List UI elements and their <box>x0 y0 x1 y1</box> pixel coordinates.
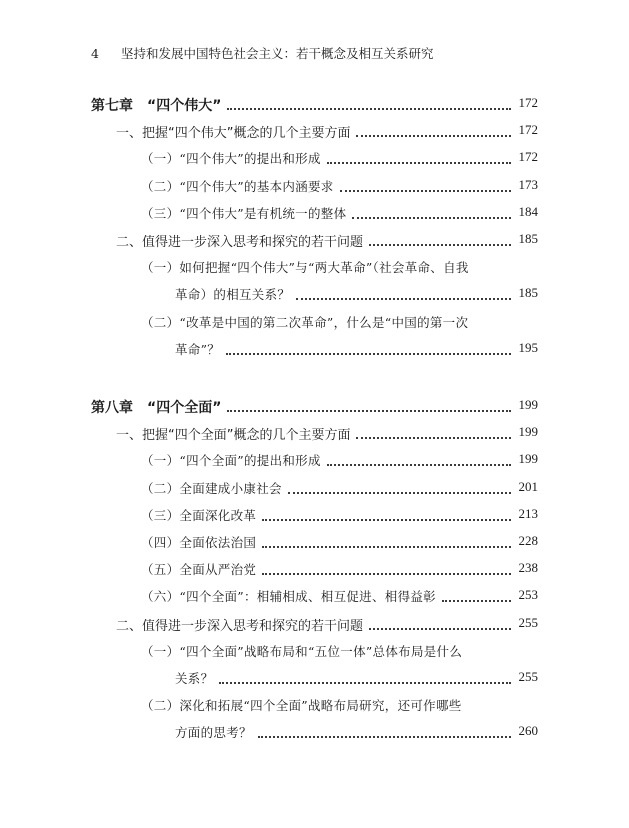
entry-title: 关系？ <box>175 671 214 686</box>
entry-page-number: 228 <box>518 533 538 548</box>
entry-title: 革命”？ <box>175 341 221 357</box>
entry-title: 第七章 “四个伟大” <box>91 98 222 114</box>
section-entry[interactable] <box>0 615 629 635</box>
entry-page-number: 201 <box>518 478 538 494</box>
dot-leader <box>369 618 511 630</box>
section-entry[interactable] <box>0 231 629 251</box>
entry-page-number: 195 <box>518 339 538 355</box>
entry-page-number: 199 <box>518 451 538 467</box>
subsection-entry[interactable] <box>0 587 629 607</box>
entry-title: 一、把握“四个伟大”概念的几个主要方面 <box>116 126 351 142</box>
subsection-entry[interactable] <box>0 204 629 224</box>
dot-leader <box>327 152 511 164</box>
dot-leader <box>442 590 511 602</box>
entry-title: （一）“四个全面”战略布局和“五位一体”总体布局是什么 <box>141 643 463 659</box>
header-title: 坚持和发展中国特色社会主义：若干概念及相互关系研究 <box>121 46 434 61</box>
entry-page-number: 184 <box>518 203 538 219</box>
entry-title: （三）“四个伟大”是有机统一的整体 <box>141 205 347 221</box>
subsection-entry[interactable] <box>0 723 629 743</box>
subsection-entry-line[interactable] <box>0 313 629 333</box>
entry-page-number: 185 <box>518 231 538 246</box>
entry-title: （五）全面从严治党 <box>141 562 257 578</box>
entry-title: （二）“改革是中国的第二次革命”，什么是“中国的第一次 <box>141 314 469 330</box>
subsection-entry[interactable] <box>0 451 629 471</box>
dot-leader <box>288 482 511 494</box>
subsection-entry[interactable] <box>0 177 629 197</box>
subsection-entry[interactable] <box>0 479 629 499</box>
entry-title: （三）全面深化改革 <box>141 507 257 523</box>
entry-page-number: 199 <box>518 424 538 440</box>
subsection-entry[interactable] <box>0 340 629 360</box>
dot-leader <box>327 454 511 466</box>
dot-leader <box>227 400 511 412</box>
entry-title: 方面的思考？ <box>175 725 252 741</box>
chapter-entry[interactable] <box>0 397 629 417</box>
dot-leader <box>262 563 511 575</box>
entry-page-number: 173 <box>518 176 538 192</box>
entry-title: （四）全面依法治国 <box>141 535 257 550</box>
entry-page-number: 172 <box>518 95 538 110</box>
entry-page-number: 238 <box>518 560 538 576</box>
entry-title: 第八章 “四个全面” <box>91 400 222 416</box>
subsection-entry-line[interactable] <box>0 642 629 662</box>
entry-title: （一）“四个伟大”的提出和形成 <box>141 151 321 167</box>
dot-leader <box>340 180 511 192</box>
entry-title: （一）“四个全面”的提出和形成 <box>141 453 321 469</box>
entry-title: 革命）的相互关系？ <box>175 287 291 303</box>
dot-leader <box>352 207 511 219</box>
entry-title: 二、值得进一步深入思考和探究的若干问题 <box>116 618 364 634</box>
dot-leader <box>262 536 511 548</box>
entry-page-number: 172 <box>518 122 538 138</box>
entry-title: （二）深化和拓展“四个全面”战略布局研究，还可作哪些 <box>141 698 462 714</box>
dot-leader <box>258 726 511 738</box>
dot-leader <box>219 672 511 684</box>
entry-page-number: 172 <box>518 149 538 165</box>
entry-title: 二、值得进一步深入思考和探究的若干问题 <box>116 235 364 250</box>
running-header <box>91 44 434 62</box>
dot-leader <box>296 288 511 300</box>
subsection-entry[interactable] <box>0 669 629 689</box>
subsection-entry[interactable] <box>0 533 629 553</box>
dot-leader <box>227 98 511 110</box>
entry-title: （二）全面建成小康社会 <box>141 480 282 496</box>
subsection-entry[interactable] <box>0 560 629 580</box>
entry-title: 一、把握“四个全面”概念的几个主要方面 <box>116 428 351 444</box>
subsection-entry[interactable] <box>0 285 629 305</box>
dot-leader <box>226 343 511 355</box>
entry-title: （二）“四个伟大”的基本内涵要求 <box>141 178 334 194</box>
subsection-entry-line[interactable] <box>0 258 629 278</box>
entry-title: （一）如何把握“四个伟大”与“两大革命”（社会革命、自我 <box>141 260 469 276</box>
entry-page-number: 255 <box>518 614 538 630</box>
entry-page-number: 260 <box>518 723 538 739</box>
entry-title: （六）“四个全面”：相辅相成、相互促进、相得益彰 <box>141 589 436 605</box>
dot-leader <box>356 427 511 439</box>
entry-page-number: 255 <box>518 669 538 684</box>
chapter-entry[interactable] <box>0 95 629 115</box>
header-page-number: 4 <box>91 46 99 61</box>
entry-page-number: 199 <box>518 397 538 412</box>
dot-leader <box>369 234 511 246</box>
section-entry[interactable] <box>0 122 629 142</box>
subsection-entry-line[interactable] <box>0 696 629 716</box>
entry-page-number: 213 <box>518 505 538 521</box>
entry-page-number: 185 <box>518 285 538 301</box>
entry-page-number: 253 <box>518 587 538 603</box>
section-entry[interactable] <box>0 424 629 444</box>
subsection-entry[interactable] <box>0 149 629 169</box>
dot-leader <box>262 509 511 521</box>
dot-leader <box>356 125 511 137</box>
subsection-entry[interactable] <box>0 506 629 526</box>
